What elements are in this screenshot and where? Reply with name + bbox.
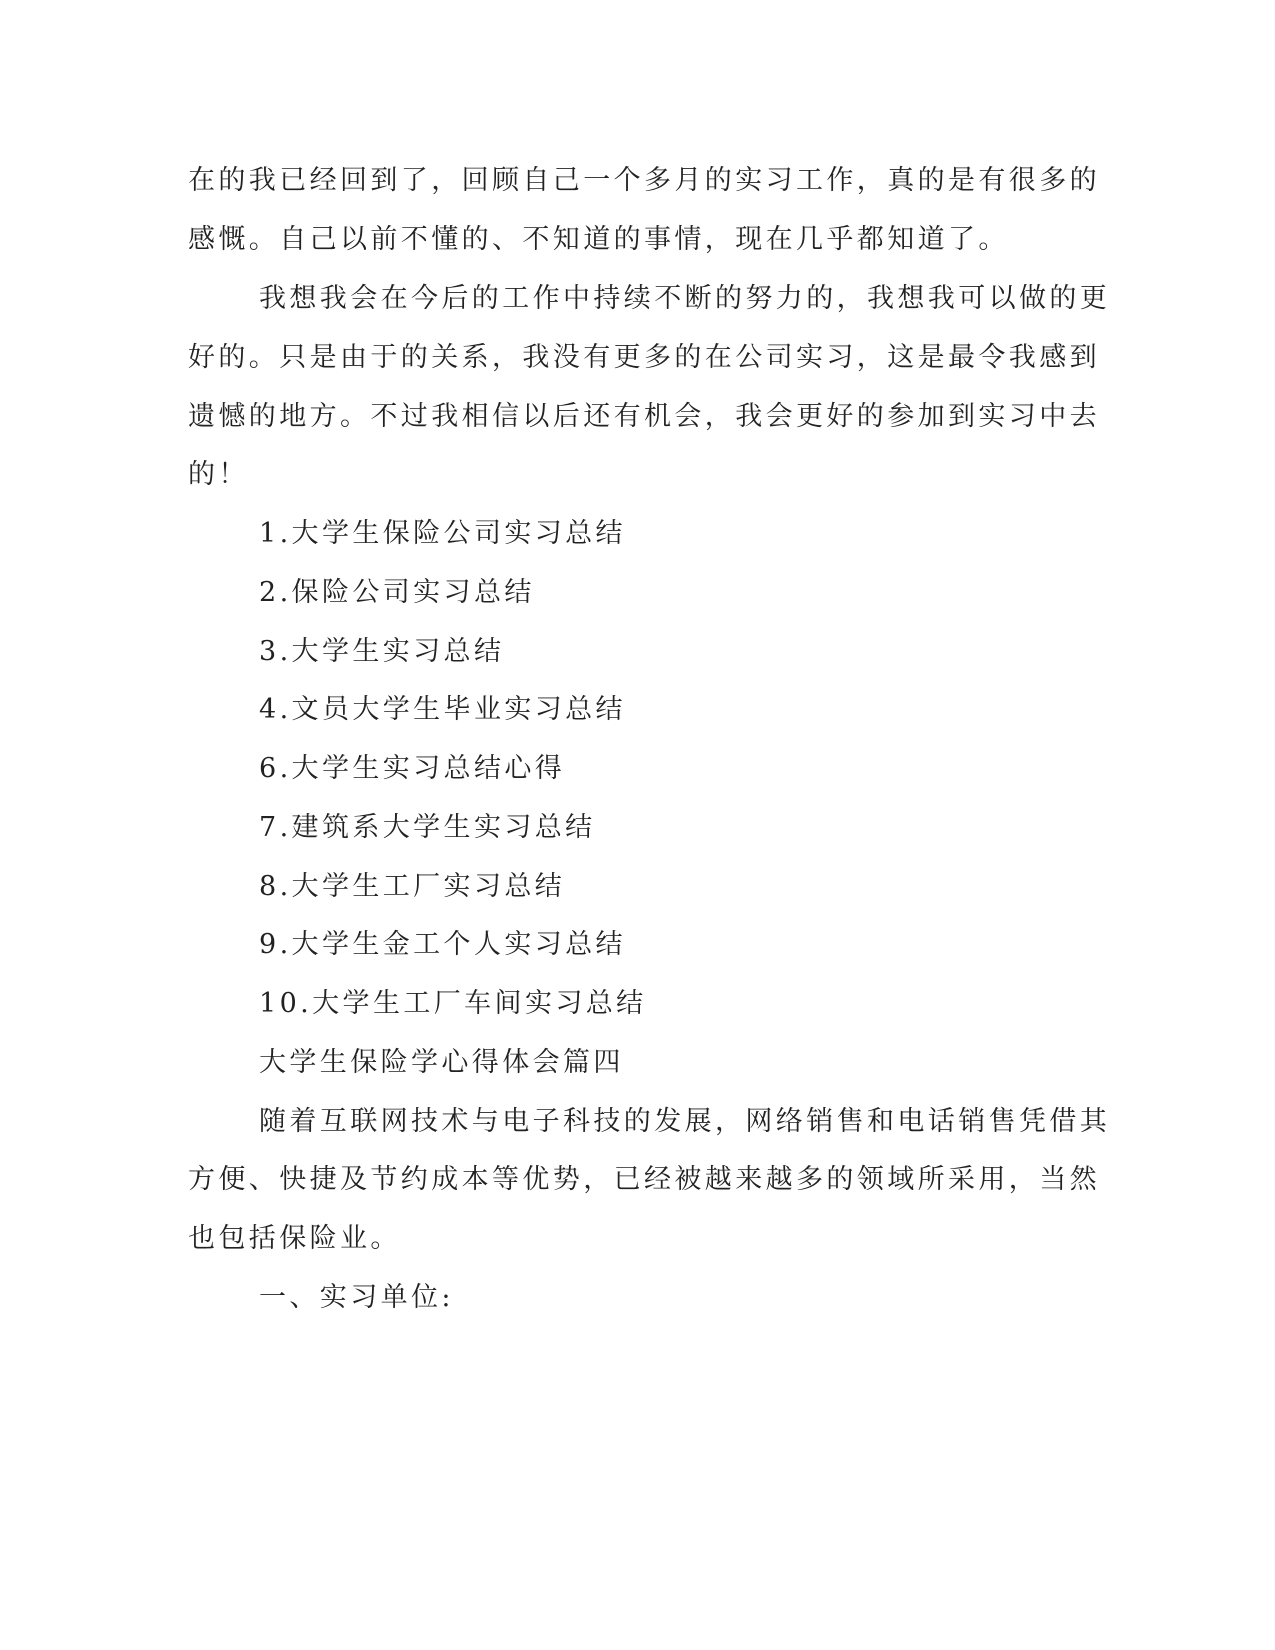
paragraph-line: 好的。只是由于的关系，我没有更多的在公司实习，这是最令我感到: [188, 342, 1100, 373]
subsection-heading: 一、实习单位:: [259, 1282, 454, 1313]
paragraph-line: 也包括保险业。: [188, 1223, 401, 1254]
paragraph-line: 我想我会在今后的工作中持续不断的努力的，我想我可以做的更: [259, 283, 1111, 314]
paragraph-line: 的！: [188, 459, 249, 490]
paragraph-line: 方便、快捷及节约成本等优势，已经被越来越多的领域所采用，当然: [188, 1164, 1100, 1195]
list-item: 6.大学生实习总结心得: [259, 753, 566, 784]
paragraph-line: 在的我已经回到了，回顾自己一个多月的实习工作，真的是有很多的: [188, 165, 1100, 196]
list-item: 8.大学生工厂实习总结: [259, 871, 566, 902]
section-heading: 大学生保险学心得体会篇四: [259, 1047, 624, 1078]
list-item: 3.大学生实习总结: [259, 636, 505, 667]
paragraph-line: 感慨。自己以前不懂的、不知道的事情，现在几乎都知道了。: [188, 224, 1009, 255]
paragraph-line: 遗憾的地方。不过我相信以后还有机会，我会更好的参加到实习中去: [188, 401, 1100, 432]
list-item: 9.大学生金工个人实习总结: [259, 929, 626, 960]
paragraph-line: 随着互联网技术与电子科技的发展，网络销售和电话销售凭借其: [259, 1106, 1111, 1137]
list-item: 10.大学生工厂车间实习总结: [259, 988, 647, 1019]
list-item: 2.保险公司实习总结: [259, 577, 535, 608]
list-item: 1.大学生保险公司实习总结: [259, 518, 626, 549]
list-item: 7.建筑系大学生实习总结: [259, 812, 596, 843]
list-item: 4.文员大学生毕业实习总结: [259, 694, 626, 725]
